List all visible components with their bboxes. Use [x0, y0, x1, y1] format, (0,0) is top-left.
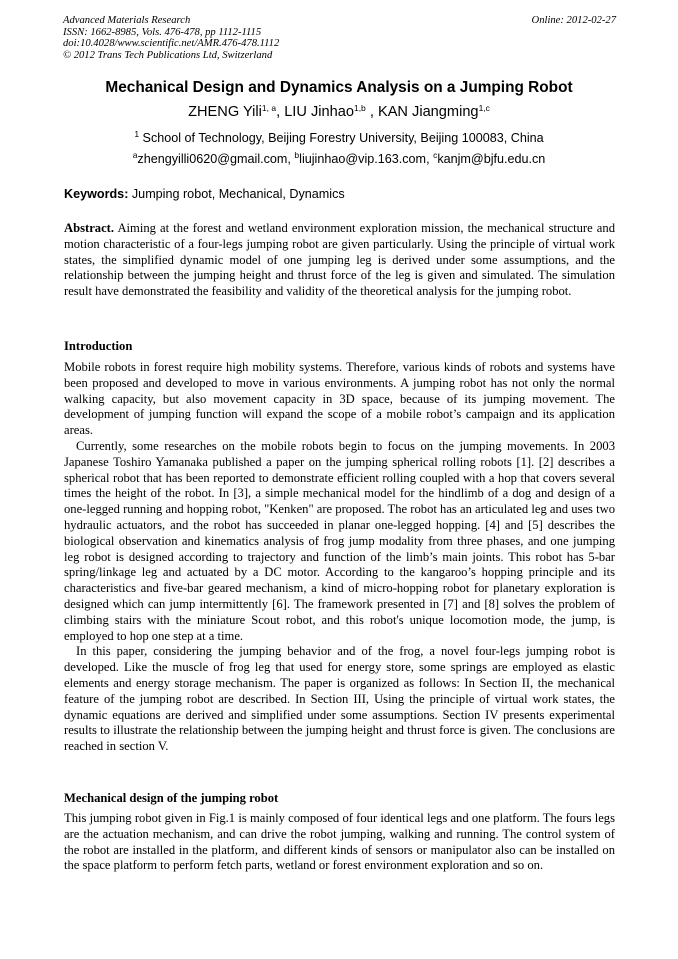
author-separator: ,: [365, 104, 378, 120]
email-separator: ,: [426, 152, 434, 166]
author-name: KAN Jiangming: [377, 104, 479, 120]
author-name: ZHENG Yili: [188, 104, 262, 120]
email-list: [0, 152, 678, 166]
abstract-text: Aiming at the forest and wetland environment exploration mission, the mechanical structure and motion characteristic of a four-legs jumping robot are given particularly. Using the principle of virtual work states, the simplified dynamic model of one jumping leg is derived under some assumptions, and the relationship between the jumping height and thrust force of the leg is given and simulated. The simulation result have demonstrated the feasibility and validity of the theoretical analysis for the jumping robot.: [64, 221, 615, 299]
email-mark: a: [132, 150, 138, 160]
abstract-label: Abstract.: [64, 221, 115, 235]
paper-title: Mechanical Design and Dynamics Analysis on a Jumping Robot: [105, 79, 573, 96]
email-address: zhengyilli0620@gmail.com: [137, 152, 288, 166]
section-heading-introduction: Introduction: [64, 339, 133, 353]
abstract-paragraph: [64, 221, 615, 300]
issn-line: ISSN: 1662-8985, Vols. 476-478, pp 1112-1115: [63, 26, 262, 38]
paragraph: Currently, some researches on the mobile robots begin to focus on the jumping movements. In 2003 Japanese Toshiro Yamanaka published a paper on the jumping spherical rolling robots [1]. [2] describes a spherical robot that has been reported to demonstrate efficient rolling coupled with a hop that covers several times the height of the robot. In [3], a simple mechanical model for the hindlimb of a dog and design of a one-legged running and hopping robot, "Kenken" are proposed. The robot has an articulated leg and uses two hydraulic actuators, and the robot has succeeded in planar one-legged hopping. [4] and [5] describes the biological observation and kinematics analysis of frog jump modality from three phases, and one jumping leg robot is designed according to trajectory and function of the limb’s main joints. This robot has 5-bar spring/linkage leg and actuated by a DC motor. According to the kangaroo’s hopping principle and its characteristics and five-bar geared mechanism, a kind of micro-hopping robot for planetary exploration is designed which can jump intermittently [6]. The framework presented in [7] and [8] solves the problem of climbing stairs with the miniature Scout robot, and this robot's unique locomotion mode, the jump, is employed to hop one step at a time.: [64, 438, 615, 643]
email-address: liujinhao@vip.163.com: [299, 152, 427, 166]
keywords: [64, 187, 345, 201]
author-affiliation-mark: 1, a: [261, 103, 277, 113]
author-separator: ,: [276, 104, 285, 120]
mechanical-design-body: [64, 811, 615, 874]
paragraph: This jumping robot given in Fig.1 is mainly composed of four identical legs and one platform. The fours legs are the actuation mechanism, and can drive the robot jumping, walking and running. The control system of the robot are installed in the platform, and different kinds of sensors or manipulator also can be installed on the space platform to perform fetch parts, wetland or forest environment exploration and so on.: [64, 811, 615, 873]
email-mark: c: [433, 150, 438, 160]
doi-line: doi:10.4028/www.scientific.net/AMR.476-478.1112: [63, 38, 280, 50]
keywords-text: Jumping robot, Mechanical, Dynamics: [128, 187, 345, 201]
affiliation-mark: 1: [134, 129, 140, 139]
paragraph: In this paper, considering the jumping behavior and of the frog, a novel four-legs jumping robot is developed. Like the muscle of frog leg that used for energy store, some springs are employed as elastic elements and energy storage mechanism. The paper is organized as follows: In Section II, the mechanical feature of the jumping robot are described. In Section III, Using the principle of virtual work states, the dynamic equations are derived and simplified under some assumptions. Section IV presents experimental results to illustrate the relationship between the jumping height and thrust force is given. The conclusions are reached in section V.: [64, 644, 615, 754]
paragraph: Mobile robots in forest require high mobility systems. Therefore, various kinds of robots and systems have been proposed and developed to move in various environments. A jumping robot has not only the normal walking capacity, but also movement capacity in 3D space, because of its jumping movement. The development of jumping function will expand the scope of a mobile robot’s campaign and its application areas.: [64, 360, 615, 438]
journal-header: [63, 15, 616, 61]
journal-name: Advanced Materials Research: [63, 15, 191, 26]
abstract: [64, 221, 615, 300]
keywords-label: Keywords:: [64, 187, 129, 201]
author-affiliation-mark: 1,c: [478, 103, 490, 113]
affiliation-text: School of Technology, Beijing Forestry University, Beijing 100083, China: [139, 131, 544, 145]
affiliation: [0, 131, 678, 145]
email-mark: b: [294, 150, 300, 160]
author-affiliation-mark: 1,b: [353, 103, 366, 113]
section-heading-mechanical-design: Mechanical design of the jumping robot: [64, 791, 279, 805]
email-separator: ,: [287, 152, 295, 166]
author-name: LIU Jinhao: [284, 104, 354, 120]
email-address: kanjm@bjfu.edu.cn: [437, 152, 546, 166]
copyright-line: © 2012 Trans Tech Publications Ltd, Switzerland: [63, 49, 273, 61]
author-list: [0, 104, 678, 120]
online-date: Online: 2012-02-27: [531, 15, 616, 26]
introduction-body: [64, 360, 615, 755]
